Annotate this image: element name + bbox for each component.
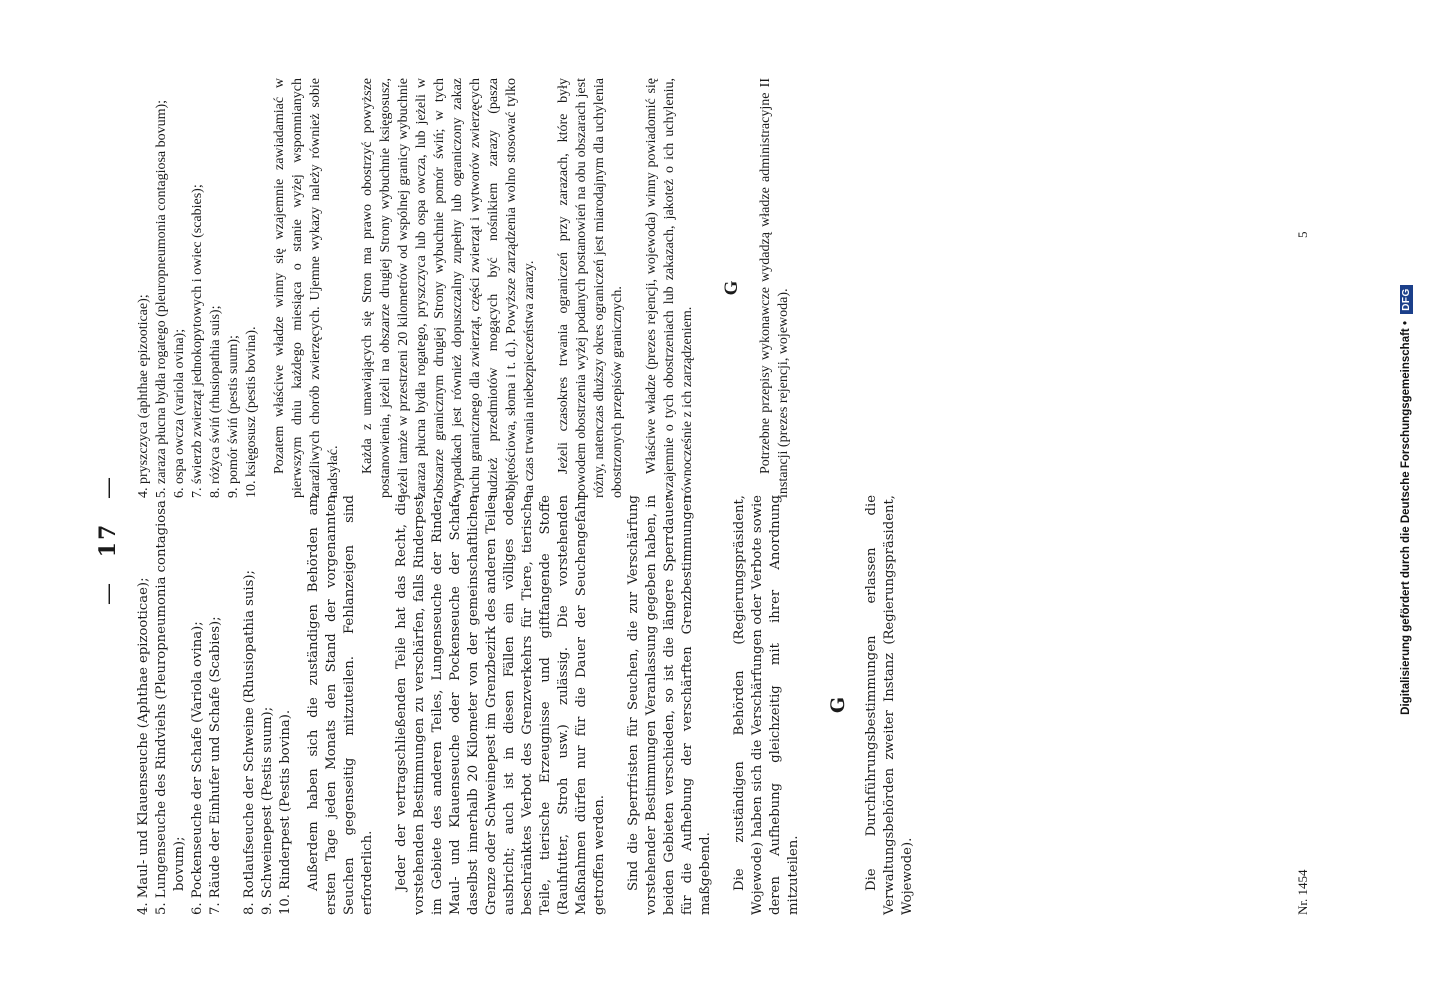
list-item: 4. Maul- und Klauenseuche (Aphthae epizooticae); bbox=[136, 577, 151, 915]
list-item: 10. księgosusz (pestis bovina). bbox=[244, 326, 259, 498]
list-item: 8. różyca świń (rhusiopathia suis); bbox=[208, 305, 223, 498]
list-item: 9. pomór świń (pestis suum); bbox=[226, 335, 241, 498]
german-paragraph: Sind die Sperrfristen für Seuchen, die zur Verschärfung vorstehender Bestimmungen Veranlassung gegeben haben, in beiden Gebieten verschieden, so ist die längere Sperrdauer für die Aufhebung der verschärften Grenzbestimmungen maßgebend. bbox=[626, 495, 713, 915]
page-number: 17 bbox=[95, 522, 121, 558]
german-disease-list-a bbox=[135, 495, 225, 915]
footer-issue-number: Nr. 1454 bbox=[1295, 869, 1310, 915]
german-column bbox=[135, 495, 917, 915]
german-paragraph: Außerdem haben sich die zuständigen Behörden am ersten Tage jeden Monats den Stand der vorgenannten Seuchen gegenseitig mitzuteilen. Fehlanzeigen sind erforderlich. bbox=[306, 495, 375, 915]
polish-paragraph: Każda z umawiających się Stron ma prawo obostrzyć powyższe postanowienia, jeżeli na obszarze drugiej Strony wybuchnie księgosusz, jeżeli tamże w przestrzeni 20 kilometrów od wspólnej granicy wybuchnie zaraza płucna bydła rogatego, pryszczyca lub ospa owcza, lub jeżeli w obszarze granicznym drugiej Strony wybuchnie pomór świń; w tych wypadkach jest również dopuszczalny zupełny lub ograniczony zakaz ruchu granicznego dla zwierząt, części zwierząt i wytworów zwierzęcych tudzież przedmiotów mogących być nośnikiem zarazy (pasza objętościowa, słoma i t. d.). Powyższe zarządzenia wolno stosować tylko na czas trwania niebezpieczeństwa zarazy. bbox=[360, 78, 537, 498]
header-dash-left: — bbox=[96, 580, 121, 605]
list-item: 5. zaraza płucna bydła rogatego (pleuropneumonia contagiosa bovum); bbox=[154, 99, 169, 498]
polish-disease-list-a bbox=[135, 78, 207, 498]
page-header bbox=[95, 80, 121, 1000]
list-item: 5. Lungenseuche des Rindviehs (Pleuropneumonia contagiosa bovum); bbox=[154, 500, 187, 915]
list-item: 8. Rotlaufseuche der Schweine (Rhusiopathia suis); bbox=[242, 569, 257, 915]
german-paragraph: Die zuständigen Behörden (Regierungspräsident, Wojewode) haben sich die Verschärfungen oder Verbote sowie deren Aufhebung gleichzeitig mit ihrer Anordnung mitzuteilen. bbox=[732, 495, 801, 915]
list-item: 10. Rinderpest (Pestis bovina). bbox=[278, 709, 293, 915]
list-item: 4. pryszczyca (aphthae epizooticae); bbox=[136, 294, 151, 498]
german-final-paragraph: Die Durchführungsbestimmungen erlassen die Verwaltungsbehörden zweiter Instanz (Regierungspräsident, Wojewode). bbox=[864, 495, 915, 915]
list-item: 7. świerzb zwierząt jednokopytowych i owiec (scabies); bbox=[190, 184, 205, 498]
polish-disease-list-b bbox=[207, 78, 261, 498]
polish-paragraph: Pozatem właściwe władze winny się wzajemnie zawiadamiać w pierwszym dniu każdego miesiąca o stanie wyżej wspomnianych zaraźliwych chorób zwierzęcych. Ujemne wykazy należy również sobie nadsyłać. bbox=[272, 78, 341, 498]
list-item: 6. Pockenseuche der Schafe (Variola ovina); bbox=[190, 621, 205, 915]
polish-paragraph: Jeżeli czasokres trwania ograniczeń przy zarazach, które były powodem obostrzenia wyżej podanych postanowień na obu obszarach jest różny, natenczas dłuższy okres ograniczeń jest miarodajnym dla uchylenia obostrzonych przepisów granicznych. bbox=[556, 78, 625, 498]
german-paragraph: Jeder der vertragschließenden Teile hat das Recht, die vorstehenden Bestimmungen zu verschärfen, falls Rinderpest im Gebiete des anderen Teiles, Lungenseuche der Rinder, Maul- und Klauenseuche oder Pockenseuche der Schafe daselbst innerhalb 20 Kilometer von der gemeinschaftlichen Grenze oder Schweinepest im Grenzbezirk des anderen Teiles ausbricht; auch ist in diesen Fällen ein völliges oder beschränktes Verbot des Grenzverkehrs für Tiere, tierische Teile, tierische Erzeugnisse und giftfangende Stoffe (Rauhfutter, Stroh usw.) zulässig. Die vorstehenden Maßnahmen dürfen nur für die Dauer der Seuchengefahr getroffen werden. bbox=[394, 495, 607, 915]
polish-final-paragraph: Potrzebne przepisy wykonawcze wydadzą władze administracyjne II instancji (prezes rejencji, wojewoda). bbox=[758, 78, 791, 498]
credit-text: Digitalisierung gefördert durch die Deutsche Forschungsgemeinschaft • bbox=[1400, 321, 1412, 715]
polish-section-heading: G bbox=[721, 280, 742, 296]
list-item: 7. Räude der Einhufer und Schafe (Scabies); bbox=[208, 616, 223, 915]
polish-column bbox=[135, 78, 793, 498]
german-section-heading: G bbox=[827, 696, 849, 714]
list-item: 9. Schweinepest (Pestis suum); bbox=[260, 706, 275, 915]
digitization-credit bbox=[1400, 0, 1413, 1000]
header-dash-right: — bbox=[96, 475, 121, 500]
list-item: 6. ospa owcza (variola ovina); bbox=[172, 328, 187, 498]
footer-sheet-number: 5 bbox=[1295, 231, 1310, 238]
german-disease-list-b bbox=[241, 495, 295, 915]
dfg-logo-icon: DFG bbox=[1400, 285, 1413, 314]
polish-paragraph: Właściwe władze (prezes rejencji, wojewoda) winny powiadomić się wzajemnie o tych obostrzeniach lub zakazach, jakoteż o ich uchyleniu, równocześnie z ich zarządzeniem. bbox=[644, 78, 695, 498]
